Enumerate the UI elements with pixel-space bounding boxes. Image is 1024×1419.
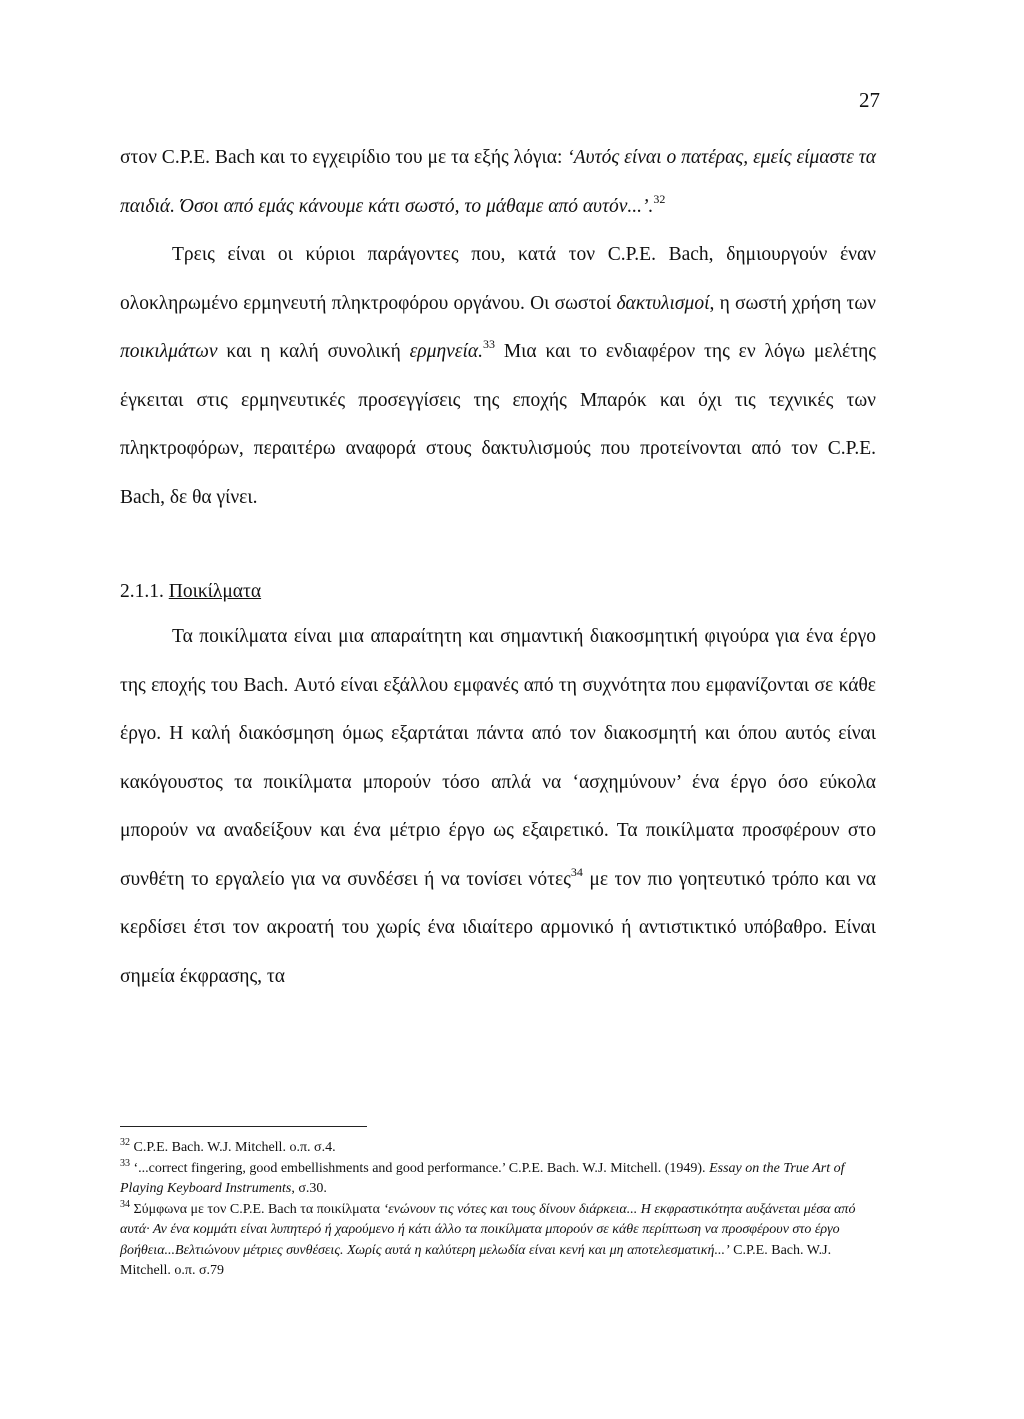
footnote-32-text: C.P.E. Bach. W.J. Mitchell. ο.π. σ.4. (130, 1140, 336, 1155)
footnote-33-text: ‘...correct fingering, good embellishments and good performance.’ C.P.E. Bach. W.J. Mitchell. (1949). (130, 1160, 710, 1176)
footnote-34-end: C.P.E. Bach. W.J. Mitchell. ο.π. σ.79 (120, 1242, 832, 1278)
bach-quote: ‘Αυτός είναι ο πατέρας, εμείς είμαστε τα παιδιά. Όσοι από εμάς κάνουμε κάτι σωστό, το μάθαμε από αυτόν...’. (120, 147, 876, 217)
body-text-block-2 (120, 613, 876, 1001)
section-number: 2.1.1. (120, 581, 164, 602)
paragraph-1-text: στον C.P.E. Bach και το εγχειρίδιο του με τα εξής λόγια: (120, 147, 568, 168)
footnote-33-book-title: Essay on the True Art of Playing Keyboard Instruments (120, 1160, 845, 1196)
term-ornaments: ποικιλμάτων (120, 341, 218, 362)
paragraph-2-text-a: Τρεις είναι οι κύριοι παράγοντες που, κατά τον C.P.E. Bach, δημιουργούν έναν ολοκληρωμένο ερμηνευτή πληκτροφόρου οργάνου. Οι σωστοί (120, 244, 876, 314)
page-number: 27 (859, 88, 880, 112)
footnote-33-number: 33 (120, 1157, 130, 1169)
footnote-32 (120, 1138, 876, 1159)
footnote-34-number: 34 (120, 1198, 130, 1210)
footnote-ref-32[interactable]: 32 (653, 191, 666, 206)
footnote-ref-33[interactable]: 33 (483, 337, 495, 351)
section-title: Ποικίλματα (168, 581, 262, 602)
footnote-34-text: Σύμφωνα με τον C.P.E. Bach τα ποικίλματα (130, 1201, 384, 1217)
paragraph-2 (120, 231, 876, 522)
paragraph-3 (120, 613, 876, 1001)
footnote-ref-34[interactable]: 34 (570, 864, 583, 879)
term-performance: ερμηνεία. (409, 341, 483, 362)
footnote-34 (120, 1200, 876, 1282)
body-text-block-1 (120, 134, 876, 522)
paragraph-2-text-c: και η καλή συνολική (217, 341, 410, 362)
footnote-34-quote: ‘ενώνουν τις νότες και τους δίνουν διάρκεια... Η εκφραστικότητα αυξάνεται μέσα από αυτά· Αν ένα κομμάτι είναι λυπητερό ή χαρούμενο ή κάτι άλλο τα ποικίλματα μπορούν σε κάθε περίπτωση να προσφέρουν στο έργο βοήθεια...Βελτιώνουν μέτριες συνθέσεις. Χωρίς αυτά η καλύτερη μελωδία είναι κενή και μη αποτελεσματική...’ (120, 1201, 856, 1258)
paragraph-3-text-b: με τον πιο γοητευτικό τρόπο και να κερδίσει έτσι τον ακροατή του χωρίς ένα ιδιαίτερο αρμονικό ή αντιστικτικό υπόβαθρο. Είναι σημεία έκφρασης, τα (120, 868, 876, 987)
footnote-33 (120, 1159, 876, 1200)
section-heading (120, 580, 261, 604)
term-fingering: δακτυλισμοί (616, 292, 710, 314)
footnote-divider (120, 1126, 367, 1127)
paragraph-3-text-a: Τα ποικίλματα είναι μια απαραίτητη και σημαντική διακοσμητική φιγούρα για ένα έργο της εποχής του Bach. Αυτό είναι εξάλλου εμφανές από τη συχνότητα που εμφανίζονται σε κάθε έργο. Η καλή διακόσμηση όμως εξαρτάται πάντα από τον διακοσμητή και όπου αυτός είναι κακόγουστος τα ποικίλματα μπορούν τόσο απλά να ‘ασχημύνουν’ ένα έργο όσο εύκολα μπορούν να αναδείξουν και ένα μέτριο έργο ως εξαιρετικό. Τα ποικίλματα προσφέρουν στο συνθέτη το εργαλείο για να συνδέσει ή να τονίσει νότες (120, 626, 876, 890)
footnote-33-end: , σ.30. (291, 1181, 327, 1196)
paragraph-1 (120, 134, 876, 231)
footnotes (120, 1138, 876, 1282)
paragraph-2-text-d: Μια και το ενδιαφέρον της εν λόγω μελέτης έγκειται στις ερμηνευτικές προσεγγίσεις της εποχής Μπαρόκ και όχι τις τεχνικές των πληκτροφόρων, περαιτέρω αναφορά στους δακτυλισμούς που προτείνονται από τον C.P.E. Bach, δε θα γίνει. (120, 341, 876, 508)
footnote-32-number: 32 (120, 1137, 130, 1148)
paragraph-2-text-b: , η σωστή χρήση των (709, 292, 876, 314)
